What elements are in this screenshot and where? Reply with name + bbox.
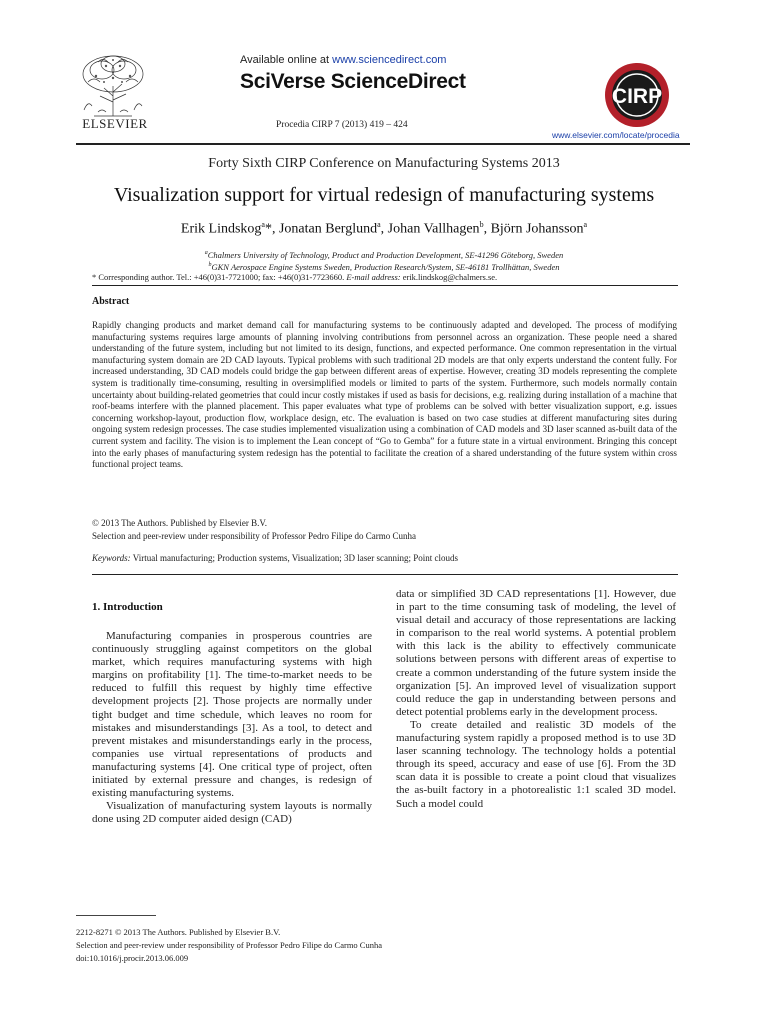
abstract-heading: Abstract <box>92 296 130 307</box>
author-name: Erik Lindskog <box>180 221 262 237</box>
left-column <box>92 630 372 826</box>
footer-issn-line: 2212-8271 © 2013 The Authors. Published by Elsevier B.V. <box>76 927 281 937</box>
available-prefix: Available online at <box>240 54 333 66</box>
paper-title: Visualization support for virtual redesign of manufacturing systems <box>113 184 655 206</box>
copyright-line: © 2013 The Authors. Published by Elsevier B.V. <box>92 518 268 528</box>
conference-name: Forty Sixth CIRP Conference on Manufacturing Systems 2013 <box>208 156 560 171</box>
keywords-rule <box>92 574 678 575</box>
email-address: erik.lindskog@chalmers.se. <box>400 272 498 282</box>
journal-reference: Procedia CIRP 7 (2013) 419 – 424 <box>276 120 408 130</box>
keywords-text: Virtual manufacturing; Production systems, Visualization; 3D laser scanning; Point clouds <box>130 553 458 563</box>
affiliation-line <box>0 250 768 260</box>
keywords-label: Keywords: <box>92 553 131 563</box>
author-affil-sup: a <box>377 220 381 229</box>
abstract-body: Rapidly changing products and market demand call for manufacturing systems to be continuously adapted and developed. The process of modifying manufacturing systems requires large amounts of planning involving contributions from personnel across an organization. These people need a shared understanding of the future system, including but not limited to its design, functions, and expected performance. One common representation in the virtual manufacturing system domain are 2D CAD layouts. Typical problems with such traditional 2D models are that only experts understand the content fully. For increased understanding, 3D CAD models could bridge the gap between different areas of expertise. However, creating 3D models representing the complete system is traditionally time-consuming, resulting in oversimplified models or limited to parts of the system. Furthermore, such models normally contain uncertainty about building-related geometries that could incur costly mistakes if used as basis for decisions, e.g. realizing during installation of a machine that roof-beams interfere with the planned placement. This paper evaluates what type of problems can be solved with better visualization support, e.g. issues concerning workshop-layout, production flow, workplace design, etc. The evaluation is based on two case studies at different manufacturing sites during ongoing system redesign processes. The case studies implemented visualization using a combination of CAD models and 3D laser scanned as-built data of the current system and facility. The vision is to implement the Lean concept of “Go to Gemba” for a future state in a virtual environment. Bringing this concept into the early phases of manufacturing system redesign has the potential to facilitate the creation of a shared understanding of the future system within cross functional project teams. <box>92 320 677 470</box>
corresponding-prefix: * Corresponding author. Tel.: +46(0)31-7721000; fax: +46(0)31-7723660. <box>92 272 347 282</box>
email-label: E-mail address: <box>346 272 401 282</box>
corresponding-author <box>92 272 497 282</box>
author-affil-sup: a <box>261 220 265 229</box>
right-column <box>396 588 676 811</box>
author-list: Erik Lindskog$^a$*, Jonatan Berglund$^a$, Johan Vallhagen$^b$, Björn Johansson$^a$ <box>180 220 588 237</box>
elsevier-locate-link[interactable]: www.elsevier.com/locate/procedia <box>552 130 680 140</box>
body-paragraph: data or simplified 3D CAD representations [1]. However, due in part to the time consuming task of modeling, the level of visual detail and accuracy of those representations are lacking in comparison to the real world systems. A potential problem with this lack is the ability to effectively communicate solutions between persons with different areas of expertise to create a common understanding of the future system inside the organization [5]. An improved level of visualization support could reduce the gap in understanding between persons and detect potential problems early in the development process. <box>396 588 676 718</box>
affiliation-line <box>0 262 768 272</box>
cirp-logo-icon <box>604 62 670 128</box>
author-name: Jonatan Berglund <box>278 221 378 237</box>
author-name: Johan Vallhagen <box>387 221 480 237</box>
cirp-logo-text: CIRP <box>611 85 663 108</box>
author-name: Björn Johansson <box>490 221 584 237</box>
affiliation-text: Chalmers University of Technology, Product and Production Development, SE-41296 Göteborg, Sweden <box>207 250 564 260</box>
abstract-top-rule <box>92 285 678 286</box>
body-paragraph: Visualization of manufacturing system layouts is normally done using 2D computer aided design (CAD) <box>92 800 372 826</box>
section-heading: 1. Introduction <box>92 601 163 613</box>
affiliation-sup: b <box>208 262 212 269</box>
affiliation-text: GKN Aerospace Engine Systems Sweden, Production Research/System, SE-46181 Trollhättan, Sweden <box>211 262 560 272</box>
footer-doi-line: doi:10.1016/j.procir.2013.06.009 <box>76 953 189 963</box>
body-paragraph: Manufacturing companies in prosperous countries are continuously struggling against competitors on the global market, which requires manufacturing systems with high margins on profitability [1]. The time-to-market needs to be reduced to fulfill this request by highly time effective development projects [2]. Those projects are normally under tight budget and time schedule, which leaves no room for mistakes and misunderstandings [3]. As a tool, to detect and prevent mistakes and misunderstandings early in the process, companies use virtual representations of products and manufacturing systems [4]. One critical type of project, often initiated by external pressure and changes, is redesign of existing manufacturing systems. <box>92 630 372 800</box>
author-affil-sup: a <box>583 220 588 229</box>
peer-review-line: Selection and peer-review under responsibility of Professor Pedro Filipe do Carmo Cunha <box>92 531 416 541</box>
author-affil-sup: b <box>479 220 484 229</box>
sciencedirect-link[interactable]: www.sciencedirect.com <box>332 54 447 66</box>
sciverse-logo-text: SciVerse ScienceDirect <box>240 70 466 93</box>
footer-rule <box>76 915 156 916</box>
affiliation-sup: a <box>204 250 208 257</box>
availability-line <box>240 54 446 66</box>
corresponding-mark: * <box>264 221 272 237</box>
footer-review-line: Selection and peer-review under responsibility of Professor Pedro Filipe do Carmo Cunha <box>76 940 382 950</box>
keywords-line <box>92 553 458 563</box>
elsevier-wordmark: ELSEVIER <box>82 116 148 131</box>
header-rule <box>76 143 690 145</box>
body-paragraph: To create detailed and realistic 3D models of the manufacturing system rapidly a proposed method is to use 3D laser scanning technology. The technology holds a potential through its speed, accuracy and ease of use [6]. From the 3D scan data it is possible to create a point cloud that visualizes the as-built factory in a photorealistic 1:1 scaled 3D model. Such a model could <box>396 718 676 810</box>
